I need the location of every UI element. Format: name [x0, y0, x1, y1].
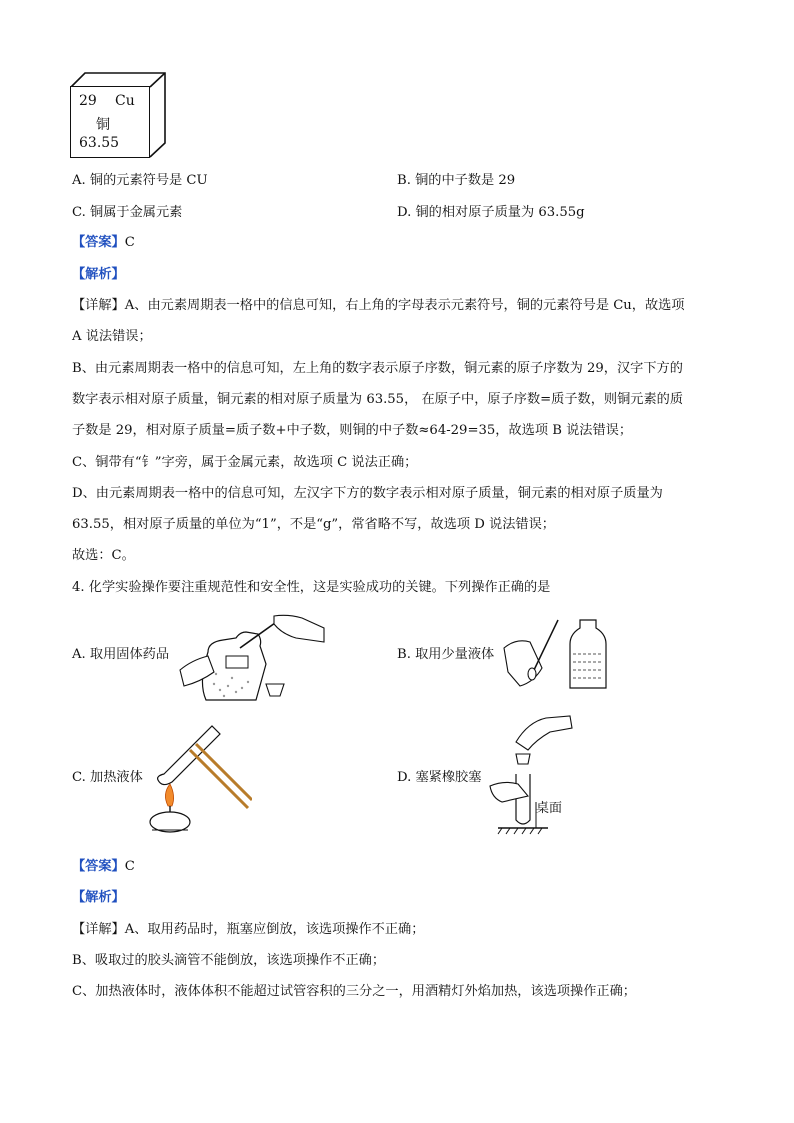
q4-answer [72, 859, 135, 875]
element-atomic-mass: 63.55 [79, 135, 120, 151]
desk-label: 桌面 [536, 801, 563, 816]
q4-answer-value: C [124, 859, 135, 874]
element-cell [70, 72, 166, 158]
q3-detail-line: 子数是 29，相对原子质量=质子数+中子数，则铜的中子数≈64-29=35，故选项 B 说法错误； [72, 423, 633, 438]
q3-detail-line: 63.55，相对原子质量的单位为“1”，不是“g”，常省略不写，故选项 D 说法错误； [72, 517, 555, 532]
solid-reagent-illustration [178, 612, 326, 707]
element-name: 铜 [96, 117, 110, 133]
q3-detail-line: 【详解】A、由元素周期表一格中的信息可知，右上角的字母表示元素符号，铜的元素符号是 Cu，故选项 [72, 298, 685, 313]
q3-analysis-tag: 【解析】 [72, 267, 125, 282]
stopper-illustration [488, 712, 598, 840]
q4-answer-tag: 【答案】 [72, 859, 125, 874]
q4-detail-line: 【详解】A、取用药品时，瓶塞应倒放，该选项操作不正确； [72, 922, 425, 937]
q4-option-d: D. 塞紧橡胶塞 [397, 770, 482, 785]
dropper-illustration [500, 612, 612, 692]
q4-option-b: B. 取用少量液体 [397, 647, 495, 662]
q3-answer [72, 235, 135, 251]
q3-detail-line: 数字表示相对原子质量，铜元素的相对原子质量为 63.55， 在原子中，原子序数=质子数，则铜元素的质 [72, 392, 684, 407]
q4-analysis-tag: 【解析】 [72, 890, 125, 905]
q3-option-c: C. 铜属于金属元素 [72, 205, 183, 220]
q4-stem: 4. 化学实验操作要注重规范性和安全性，这是实验成功的关键。下列操作正确的是 [72, 580, 551, 595]
q3-detail-line: D、由元素周期表一格中的信息可知，左汉字下方的数字表示相对原子质量，铜元素的相对原子质量为 [72, 486, 663, 501]
heating-liquid-illustration [140, 718, 252, 834]
q4-detail-line: C、加热液体时，液体体积不能超过试管容积的三分之一，用酒精灯外焰加热，该选项操作正确； [72, 984, 636, 999]
q3-detail-line: A 说法错误； [72, 329, 152, 344]
element-atomic-number: 29 [79, 93, 97, 109]
q4-detail-line: B、吸取过的胶头滴管不能倒放，该选项操作不正确； [72, 953, 386, 968]
q3-answer-value: C [124, 235, 135, 250]
q4-option-a: A. 取用固体药品 [72, 647, 170, 662]
q3-detail-line: C、铜带有“钅”字旁，属于金属元素，故选项 C 说法正确； [72, 455, 418, 470]
q3-option-b: B. 铜的中子数是 29 [397, 173, 516, 188]
q4-option-c: C. 加热液体 [72, 770, 143, 785]
q3-detail-line: B、由元素周期表一格中的信息可知，左上角的数字表示原子序数，铜元素的原子序数为 29，汉字下方的 [72, 361, 683, 376]
element-symbol: Cu [115, 93, 135, 109]
q3-answer-tag: 【答案】 [72, 235, 125, 250]
q3-option-d: D. 铜的相对原子质量为 63.55g [397, 205, 585, 220]
q3-option-a: A. 铜的元素符号是 CU [72, 173, 208, 188]
q3-detail-line: 故选：C。 [72, 548, 135, 563]
element-cell-front [70, 86, 150, 158]
